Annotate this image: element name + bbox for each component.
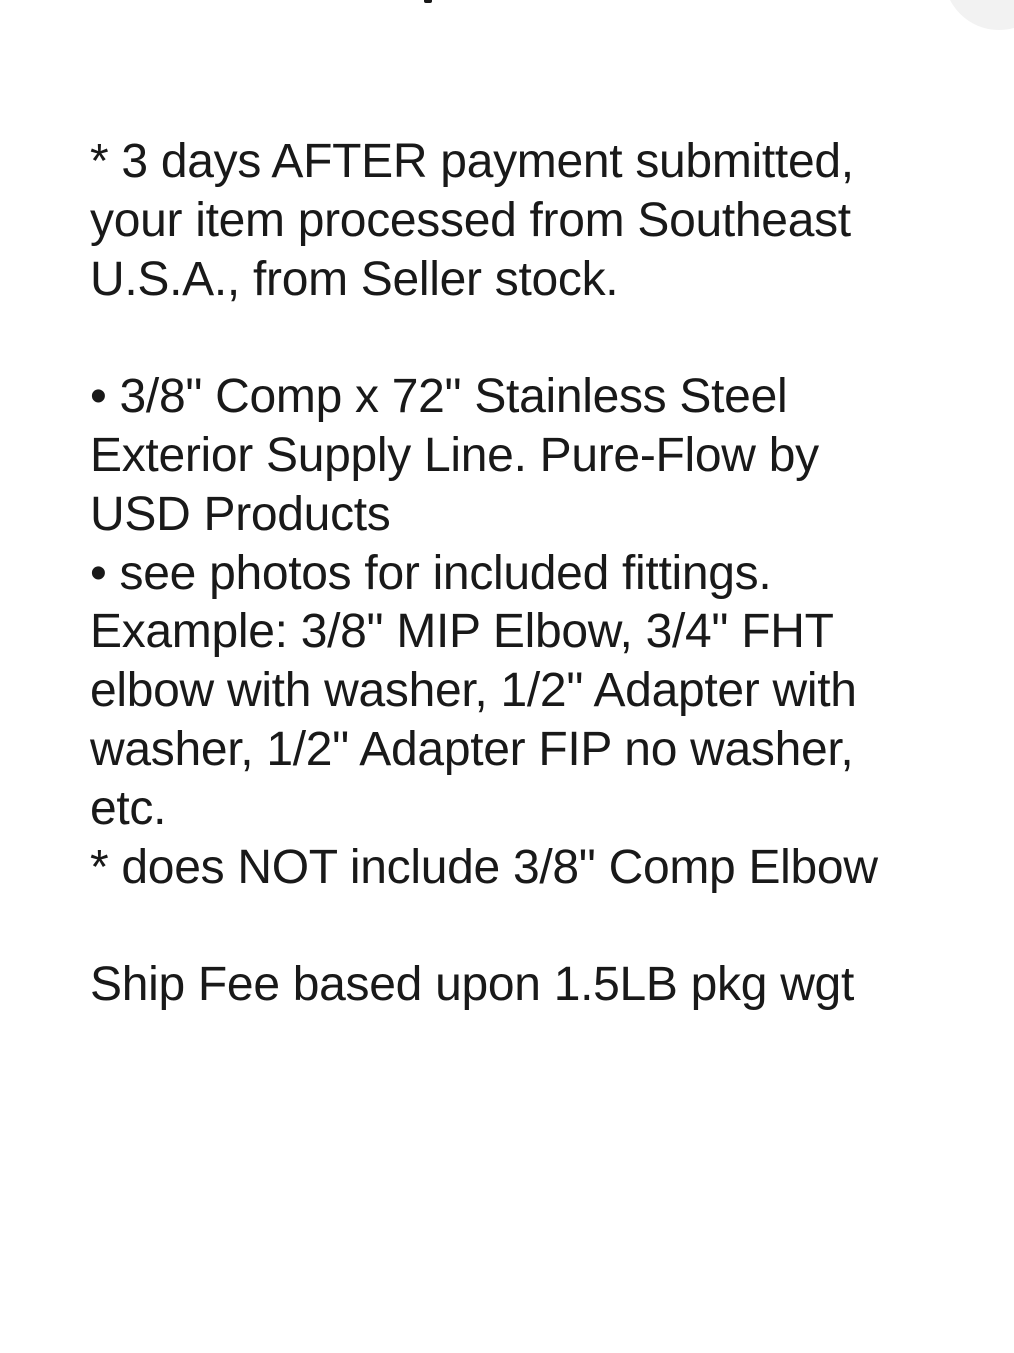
blank-line	[90, 309, 990, 368]
description-line: * 3 days AFTER payment submitted,	[90, 135, 854, 188]
item-description	[90, 133, 990, 1015]
description-line: your item processed from Southeast	[90, 193, 851, 247]
description-line: • 3/8" Comp x 72" Stainless Steel	[90, 370, 788, 424]
shipping-note: Ship Fee based upon 1.5LB pkg wgt	[90, 958, 854, 1012]
description-line: washer, 1/2" Adapter FIP no washer,	[90, 722, 854, 776]
description-line: * does NOT include 3/8" Comp Elbow	[90, 840, 878, 894]
description-line: Example: 3/8" MIP Elbow, 3/4" FHT	[90, 605, 834, 659]
description-line: elbow with washer, 1/2" Adapter with	[90, 664, 857, 718]
description-line: USD Products	[90, 487, 391, 541]
blank-line	[90, 897, 990, 956]
scroll-corner-decoration	[944, 0, 1014, 30]
description-line: • see photos for included fittings.	[90, 546, 772, 600]
scroll-indicator	[424, 0, 432, 3]
description-line: Exterior Supply Line. Pure-Flow by	[90, 428, 819, 482]
description-line: etc.	[90, 781, 167, 835]
description-line: U.S.A., from Seller stock.	[90, 252, 619, 306]
